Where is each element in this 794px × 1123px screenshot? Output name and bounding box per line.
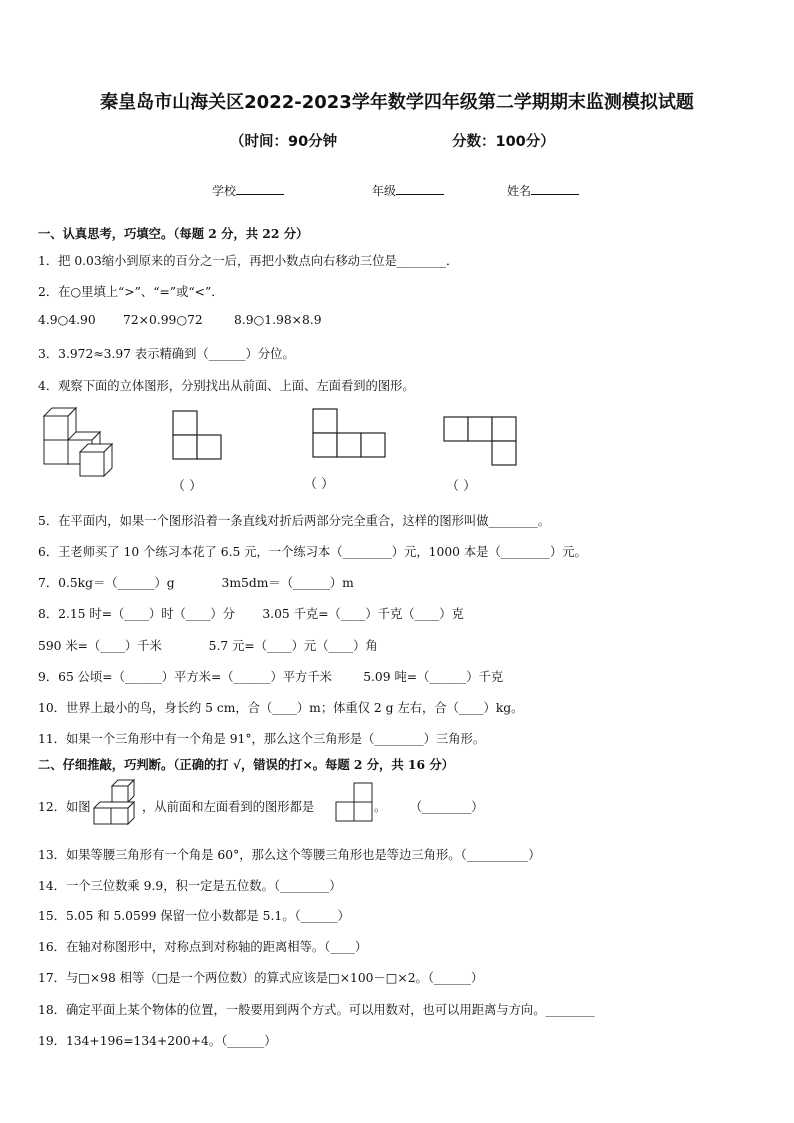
question-10: 10．世界上最小的鸟，身长约 5 cm，合（____）m；体重仅 2 g 左右，合（____）kg。 <box>38 701 524 715</box>
question-2: 2．在○里填上“>”、“=”或“<”． <box>38 285 224 299</box>
question-18: 18．确定平面上某个物体的位置，一般要用到两个方式。可以用数对，也可以用距离与方向。________ <box>38 1003 595 1017</box>
question-8b: 590 米=（____）千米 5.7 元=（____）元（____）角 <box>38 639 378 653</box>
question-7: 7．0.5kg＝（______）g 3m5dm＝（______）m <box>38 576 354 590</box>
answer-paren-3[interactable]: （ ） <box>446 479 477 494</box>
question-14: 14．一个三位数乘 9.9，积一定是五位数。（________） <box>38 879 342 893</box>
answer-paren-2[interactable]: （ ） <box>304 477 335 492</box>
question-8: 8．2.15 时=（____）时（____）分 3.05 千克=（____）千克（____）克 <box>38 607 464 621</box>
section2-title: 二、仔细推敲，巧判断。（正确的打 √，错误的打×。每题 2 分，共 16 分） <box>38 757 454 772</box>
exam-time: （时间：90分钟 <box>230 134 338 150</box>
school-field <box>212 182 284 199</box>
answer-paren-1[interactable]: （ ） <box>172 479 203 494</box>
q12-view-figure <box>335 782 375 822</box>
page-title: 秦皇岛市山海关区2022-2023学年数学四年级第二学期期末监测模拟试题 <box>100 92 694 113</box>
name-blank[interactable] <box>531 182 579 195</box>
view-figure-3 <box>443 416 521 468</box>
question-11: 11．如果一个三角形中有一个角是 91°，那么这个三角形是（________）三角形。 <box>38 732 486 746</box>
question-5: 5．在平面内，如果一个图形沿着一条直线对折后两部分完全重合，这样的图形叫做________。 <box>38 514 550 528</box>
question-16: 16．在轴对称图形中，对称点到对称轴的距离相等。（____） <box>38 940 368 954</box>
question-12-prefix: 12．如图 <box>38 800 91 814</box>
school-label: 学校 <box>212 184 237 198</box>
exam-score: 分数：100分） <box>452 134 555 150</box>
grade-field <box>372 182 444 199</box>
q12-cube-figure <box>92 780 138 828</box>
question-12-middle: ，从前面和左面看到的图形都是 <box>142 800 315 814</box>
cube-stack-figure <box>36 408 128 478</box>
school-blank[interactable] <box>236 182 284 195</box>
question-4: 4．观察下面的立体图形，分别找出从前面、上面、左面看到的图形。 <box>38 379 415 393</box>
view-figure-2 <box>312 408 390 460</box>
grade-blank[interactable] <box>396 182 444 195</box>
question-17: 17．与□×98 相等（□是一个两位数）的算式应该是□×100－□×2。（______） <box>38 971 484 985</box>
question-9: 9．65 公顷=（______）平方米=（______）平方千米 5.09 吨=（______）千克 <box>38 670 504 684</box>
question-2-items: 4.9○4.90 72×0.99○72 8.9○1.98×8.9 <box>38 313 322 327</box>
name-label: 姓名 <box>507 184 532 198</box>
question-1: 1．把 0.03缩小到原来的百分之一后，再把小数点向右移动三位是________． <box>38 254 459 268</box>
view-figure-1 <box>172 410 224 462</box>
section1-title: 一、认真思考，巧填空。（每题 2 分，共 22 分） <box>38 226 309 241</box>
question-19: 19．134+196=134+200+4。（______） <box>38 1034 277 1048</box>
grade-label: 年级 <box>372 184 397 198</box>
question-15: 15．5.05 和 5.0599 保留一位小数都是 5.1。（______） <box>38 909 350 923</box>
question-13: 13．如果等腰三角形有一个角是 60°，那么这个等腰三角形也是等边三角形。（__________） <box>38 848 541 862</box>
name-field <box>507 182 579 199</box>
question-6: 6．王老师买了 10 个练习本花了 6.5 元，一个练习本（________）元，1000 本是（________）元。 <box>38 545 587 559</box>
question-12-suffix[interactable]: 。 （________） <box>374 800 484 814</box>
question-3: 3．3.972≈3.97 表示精确到（______）分位。 <box>38 347 295 361</box>
